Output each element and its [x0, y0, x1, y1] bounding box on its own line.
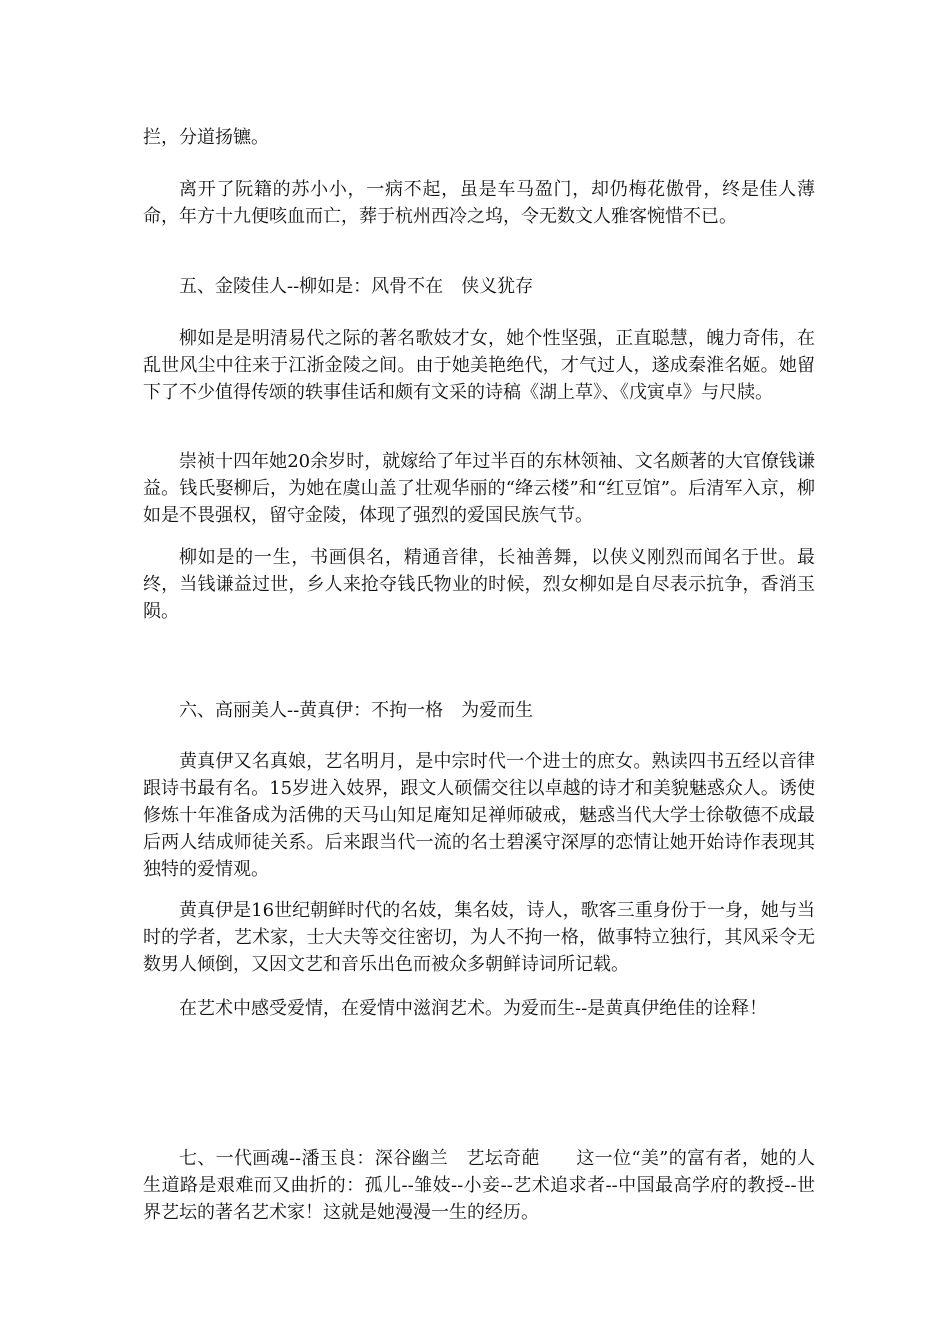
paragraph-liu-rushi-life: 柳如是的一生，书画俱名，精通音律，长袖善舞，以侠义刚烈而闻名于世。最终，当钱谦益过世，乡人来抢夺钱氏物业的时候，烈女柳如是自尽表示抗争，香消玉陨。: [143, 547, 815, 622]
paragraph-su-xiaoxiao-ending: 离开了阮籍的苏小小，一病不起，虽是车马盈门，却仍梅花傲骨，终是佳人薄命，年方十九便咳血而亡，葬于杭州西冷之坞，令无数文人雅客惋惜不已。: [143, 179, 815, 227]
section-heading-five: 五、金陵佳人--柳如是：风骨不在 侠义犹存: [179, 276, 534, 297]
section-heading-seven: 七、一代画魂--潘玉良：深谷幽兰 艺坛奇葩 这一位“美”的富有者，她的人生道路是艰难而又曲折的：孤儿--雏妓--小妾--艺术追求者--中国最高学府的教授--世界艺坛的著名艺术家！这就是她漫漫一生的经历。: [143, 1148, 815, 1223]
paragraph-liu-rushi-intro: 柳如是是明清易代之际的著名歌妓才女，她个性坚强，正直聪慧，魄力奇伟，在乱世风尘中往来于江浙金陵之间。由于她美艳绝代，才气过人，遂成秦淮名姬。她留下了不少值得传颂的轶事佳话和颇有文采的诗稿《湖上草》、《戊寅卓》与尺牍。: [143, 328, 815, 403]
paragraph-hwang-jini-intro: 黄真伊又名真娘，艺名明月，是中宗时代一个进士的庶女。熟读四书五经以音律跟诗书最有名。15岁进入妓界，跟文人硕儒交往以卓越的诗才和美貌魅惑众人。诱使修炼十年准备成为活佛的天马山知足庵知足禅师破戒，魅惑当代大学士徐敬德不成最后两人结成师徒关系。后来跟当代一流的名士碧溪守深厚的恋情让她开始诗作表现其独特的爱情观。: [143, 751, 815, 880]
paragraph-hwang-jini-identity: 黄真伊是16世纪朝鲜时代的名妓，集名妓，诗人，歌客三重身份于一身，她与当时的学者，艺术家，士大夫等交往密切，为人不拘一格，做事特立独行，其风采令无数男人倾倒，又因文艺和音乐出色而被众多朝鲜诗词所记载。: [143, 900, 815, 975]
paragraph-continuation: 拦，分道扬镳。: [143, 127, 269, 148]
section-heading-six: 六、高丽美人--黄真伊：不拘一格 为爱而生: [179, 700, 534, 721]
paragraph-liu-rushi-marriage: 崇祯十四年她20余岁时，就嫁给了年过半百的东林领袖、文名颇著的大官僚钱谦益。钱氏娶柳后，为她在虞山盖了壮观华丽的“绛云楼”和“红豆馆”。后清军入京，柳如是不畏强权，留守金陵，体现了强烈的爱国民族气节。: [143, 451, 815, 526]
document-page: [143, 0, 815, 1344]
paragraph-hwang-jini-summary: 在艺术中感受爱情，在爱情中滋润艺术。为爱而生--是黄真伊绝佳的诠释！: [179, 998, 768, 1019]
